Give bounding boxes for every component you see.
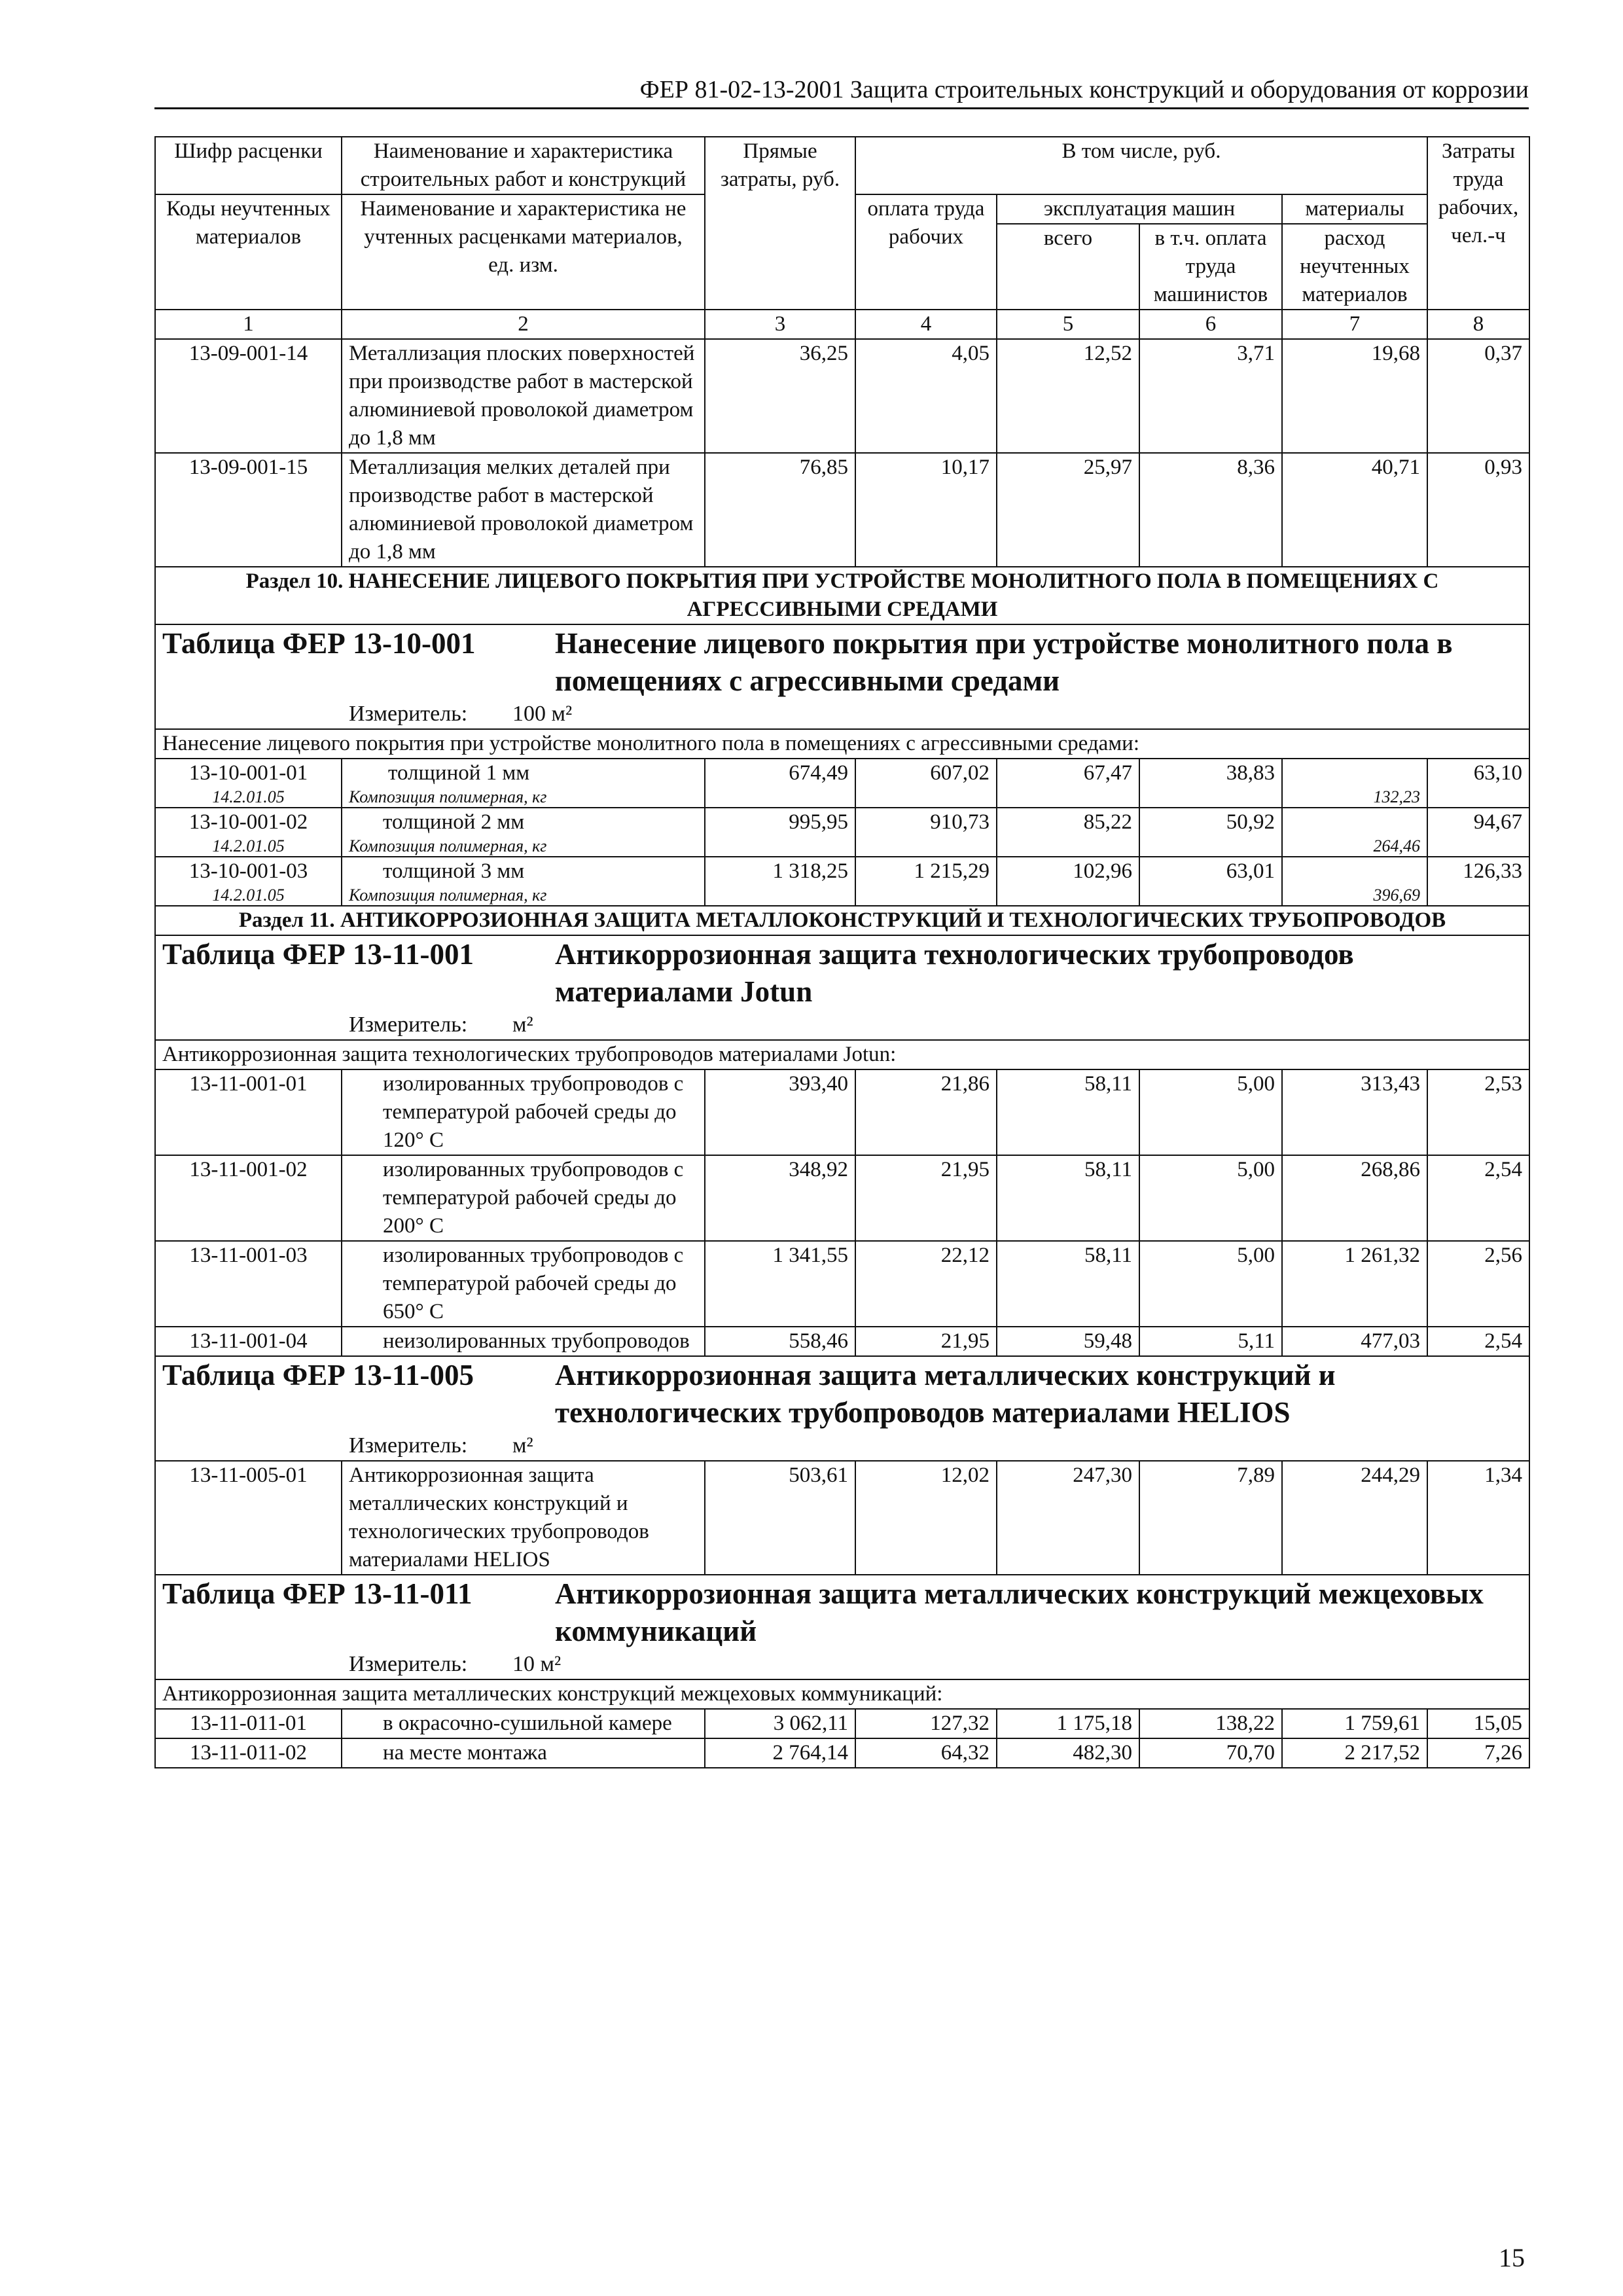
table-heading — [155, 624, 1529, 729]
materials-cost: 1 261,32 — [1282, 1241, 1427, 1327]
table-heading-row — [155, 935, 1529, 1040]
measure-label: Измеритель: — [349, 1652, 468, 1676]
worker-wages: 22,12 — [855, 1241, 997, 1327]
header-row-1 — [155, 137, 1529, 194]
labor-hours: 1,34 — [1427, 1461, 1529, 1575]
table-row — [155, 857, 1529, 906]
rate-code: 13-11-001-04 — [155, 1327, 342, 1356]
machine-total: 58,11 — [997, 1069, 1139, 1155]
table-row — [155, 339, 1529, 453]
header-direct: Прямые затраты, руб. — [705, 137, 855, 310]
header-mach-wages: в т.ч. оплата труда машинистов — [1139, 224, 1282, 310]
table-heading — [155, 935, 1529, 1040]
header-mat-use: расход неучтенных материалов — [1282, 224, 1427, 310]
material-code: 14.2.01.05 — [212, 836, 285, 855]
col-number: 1 — [155, 310, 342, 339]
machine-total: 102,96 — [997, 857, 1139, 906]
worker-wages: 1 215,29 — [855, 857, 997, 906]
machine-wages: 3,71 — [1139, 339, 1282, 453]
worker-wages: 64,32 — [855, 1738, 997, 1768]
rate-code — [155, 759, 342, 808]
materials-cost: 2 217,52 — [1282, 1738, 1427, 1768]
name: толщиной 2 мм — [383, 810, 525, 834]
table-row — [155, 453, 1529, 567]
material-use: 264,46 — [1373, 836, 1421, 855]
worker-wages: 127,32 — [855, 1709, 997, 1738]
rate-code: 13-11-001-02 — [155, 1155, 342, 1241]
header-mach-total: всего — [997, 224, 1139, 310]
materials-cost: 313,43 — [1282, 1069, 1427, 1155]
section-title: Раздел 11. АНТИКОРРОЗИОННАЯ ЗАЩИТА МЕТАЛЛОКОНСТРУКЦИЙ И ТЕХНОЛОГИЧЕСКИХ ТРУБОПРОВОДОВ — [155, 906, 1529, 935]
machine-wages: 38,83 — [1139, 759, 1282, 808]
group-intro: Антикоррозионная защита технологических трубопроводов материалами Jotun: — [155, 1040, 1529, 1069]
direct-cost: 3 062,11 — [705, 1709, 855, 1738]
rate-name — [342, 808, 705, 857]
header-code: Шифр расценки — [155, 137, 342, 194]
rates-table — [154, 136, 1530, 1768]
machine-wages: 5,00 — [1139, 1155, 1282, 1241]
section-row — [155, 906, 1529, 935]
table-code: Таблица ФЕР 13-10-001 — [162, 627, 476, 660]
machine-total: 58,11 — [997, 1241, 1139, 1327]
machine-wages: 8,36 — [1139, 453, 1282, 567]
worker-wages: 21,86 — [855, 1069, 997, 1155]
rate-name: изолированных трубопроводов с температурой рабочей среды до 200° С — [342, 1155, 705, 1241]
rate-code: 13-11-005-01 — [155, 1461, 342, 1575]
rate-name: Антикоррозионная защита металлических конструкций и технологических трубопроводов материалами HELIOS — [342, 1461, 705, 1575]
machine-wages: 50,92 — [1139, 808, 1282, 857]
table-row — [155, 759, 1529, 808]
table-title: Антикоррозионная защита металлических конструкций межцеховых коммуникаций — [555, 1577, 1484, 1647]
labor-hours: 15,05 — [1427, 1709, 1529, 1738]
rate-code — [155, 808, 342, 857]
machine-wages: 7,89 — [1139, 1461, 1282, 1575]
header-group: В том числе, руб. — [855, 137, 1427, 194]
table-title: Нанесение лицевого покрытия при устройстве монолитного пола в помещениях с агрессивными средами — [555, 627, 1453, 697]
table-title: Антикоррозионная защита технологических трубопроводов материалами Jotun — [555, 938, 1354, 1008]
intro-row — [155, 729, 1529, 759]
machine-total: 25,97 — [997, 453, 1139, 567]
machine-total: 482,30 — [997, 1738, 1139, 1768]
direct-cost: 76,85 — [705, 453, 855, 567]
labor-hours: 2,56 — [1427, 1241, 1529, 1327]
group-intro: Нанесение лицевого покрытия при устройстве монолитного пола в помещениях с агрессивными средами: — [155, 729, 1529, 759]
machine-total: 58,11 — [997, 1155, 1139, 1241]
material-use: 396,69 — [1373, 886, 1421, 905]
section-row — [155, 567, 1529, 624]
machine-total: 1 175,18 — [997, 1709, 1139, 1738]
materials-cost: 40,71 — [1282, 453, 1427, 567]
rate-code: 13-09-001-14 — [155, 339, 342, 453]
header-machines: эксплуатация машин — [997, 194, 1282, 224]
rate-name — [342, 759, 705, 808]
table-heading-row — [155, 1356, 1529, 1461]
materials-cost — [1282, 857, 1427, 906]
worker-wages: 21,95 — [855, 1155, 997, 1241]
col-number: 8 — [1427, 310, 1529, 339]
labor-hours: 94,67 — [1427, 808, 1529, 857]
col-number: 6 — [1139, 310, 1282, 339]
col-number: 2 — [342, 310, 705, 339]
machine-wages: 5,00 — [1139, 1241, 1282, 1327]
materials-cost — [1282, 759, 1427, 808]
direct-cost: 2 764,14 — [705, 1738, 855, 1768]
direct-cost: 995,95 — [705, 808, 855, 857]
machine-total: 247,30 — [997, 1461, 1139, 1575]
labor-hours: 0,37 — [1427, 339, 1529, 453]
measure-unit — [162, 700, 1522, 728]
machine-total: 67,47 — [997, 759, 1139, 808]
materials-cost: 1 759,61 — [1282, 1709, 1427, 1738]
col-number: 4 — [855, 310, 997, 339]
material-name: Композиция полимерная, кг — [349, 836, 547, 855]
labor-hours: 63,10 — [1427, 759, 1529, 808]
col-number: 5 — [997, 310, 1139, 339]
materials-cost: 477,03 — [1282, 1327, 1427, 1356]
material-code: 14.2.01.05 — [212, 886, 285, 905]
measure-value: м² — [512, 1013, 533, 1037]
labor-hours: 126,33 — [1427, 857, 1529, 906]
header-labor: Затраты труда рабочих, чел.-ч — [1427, 137, 1529, 310]
measure-unit — [162, 1431, 1522, 1460]
rate-code: 13-09-001-15 — [155, 453, 342, 567]
header-name: Наименование и характеристика строительных работ и конструкций — [342, 137, 705, 194]
table-heading-row — [155, 1575, 1529, 1679]
measure-value: м² — [512, 1433, 533, 1458]
machine-wages: 63,01 — [1139, 857, 1282, 906]
labor-hours: 2,53 — [1427, 1069, 1529, 1155]
direct-cost: 1 318,25 — [705, 857, 855, 906]
worker-wages: 10,17 — [855, 453, 997, 567]
worker-wages: 12,02 — [855, 1461, 997, 1575]
table-row — [155, 1327, 1529, 1356]
rate-name: на месте монтажа — [342, 1738, 705, 1768]
table-row — [155, 1461, 1529, 1575]
table-row — [155, 1709, 1529, 1738]
direct-cost: 1 341,55 — [705, 1241, 855, 1327]
rate-code: 13-11-001-03 — [155, 1241, 342, 1327]
table-code: Таблица ФЕР 13-11-001 — [162, 938, 474, 971]
table-row — [155, 808, 1529, 857]
machine-wages: 5,11 — [1139, 1327, 1282, 1356]
direct-cost: 348,92 — [705, 1155, 855, 1241]
rate-name: изолированных трубопроводов с температурой рабочей среды до 650° С — [342, 1241, 705, 1327]
table-heading-row — [155, 624, 1529, 729]
labor-hours: 7,26 — [1427, 1738, 1529, 1768]
measure-value: 10 м² — [512, 1652, 562, 1676]
worker-wages: 910,73 — [855, 808, 997, 857]
code: 13-10-001-02 — [188, 810, 308, 834]
direct-cost: 558,46 — [705, 1327, 855, 1356]
measure-label: Измеритель: — [349, 702, 468, 726]
col-number: 3 — [705, 310, 855, 339]
worker-wages: 607,02 — [855, 759, 997, 808]
table-code: Таблица ФЕР 13-11-011 — [162, 1577, 473, 1610]
col-number: 7 — [1282, 310, 1427, 339]
direct-cost: 393,40 — [705, 1069, 855, 1155]
table-heading — [155, 1575, 1529, 1679]
measure-unit — [162, 1650, 1522, 1679]
rate-name — [342, 857, 705, 906]
table-row — [155, 1155, 1529, 1241]
materials-cost — [1282, 808, 1427, 857]
rate-code: 13-11-011-01 — [155, 1709, 342, 1738]
group-intro: Антикоррозионная защита металлических конструкций межцеховых коммуникаций: — [155, 1679, 1529, 1709]
materials-cost: 19,68 — [1282, 339, 1427, 453]
rate-code — [155, 857, 342, 906]
labor-hours: 2,54 — [1427, 1327, 1529, 1356]
code: 13-10-001-03 — [188, 859, 308, 883]
material-use: 132,23 — [1373, 787, 1421, 806]
rate-name: Металлизация плоских поверхностей при производстве работ в мастерской алюминиевой проволокой диаметром до 1,8 мм — [342, 339, 705, 453]
measure-value: 100 м² — [512, 702, 573, 726]
material-name: Композиция полимерная, кг — [349, 787, 547, 806]
page-number: 15 — [1499, 2243, 1525, 2272]
direct-cost: 674,49 — [705, 759, 855, 808]
worker-wages: 4,05 — [855, 339, 997, 453]
direct-cost: 503,61 — [705, 1461, 855, 1575]
rate-name: изолированных трубопроводов с температурой рабочей среды до 120° С — [342, 1069, 705, 1155]
rate-name: неизолированных трубопроводов — [342, 1327, 705, 1356]
name: толщиной 3 мм — [383, 859, 525, 883]
rate-name: в окрасочно-сушильной камере — [342, 1709, 705, 1738]
labor-hours: 2,54 — [1427, 1155, 1529, 1241]
materials-cost: 244,29 — [1282, 1461, 1427, 1575]
header-materials: материалы — [1282, 194, 1427, 224]
table-heading — [155, 1356, 1529, 1461]
table-title: Антикоррозионная защита металлических конструкций и технологических трубопроводов материалами HELIOS — [555, 1359, 1336, 1429]
direct-cost: 36,25 — [705, 339, 855, 453]
header-numbers-row — [155, 310, 1529, 339]
machine-wages: 138,22 — [1139, 1709, 1282, 1738]
table-row — [155, 1241, 1529, 1327]
rate-code: 13-11-001-01 — [155, 1069, 342, 1155]
machine-total: 85,22 — [997, 808, 1139, 857]
rate-code: 13-11-011-02 — [155, 1738, 342, 1768]
intro-row — [155, 1679, 1529, 1709]
machine-wages: 70,70 — [1139, 1738, 1282, 1768]
measure-unit — [162, 1011, 1522, 1039]
table-code: Таблица ФЕР 13-11-005 — [162, 1359, 474, 1391]
machine-total: 59,48 — [997, 1327, 1139, 1356]
materials-cost: 268,86 — [1282, 1155, 1427, 1241]
machine-total: 12,52 — [997, 339, 1139, 453]
table-row — [155, 1738, 1529, 1768]
name: толщиной 1 мм — [388, 761, 530, 785]
worker-wages: 21,95 — [855, 1327, 997, 1356]
rate-name: Металлизация мелких деталей при производстве работ в мастерской алюминиевой проволокой диаметром до 1,8 мм — [342, 453, 705, 567]
material-code: 14.2.01.05 — [212, 787, 285, 806]
machine-wages: 5,00 — [1139, 1069, 1282, 1155]
table-row — [155, 1069, 1529, 1155]
header-material-codes: Коды неучтенных материалов — [155, 194, 342, 310]
measure-label: Измеритель: — [349, 1013, 468, 1037]
code: 13-10-001-01 — [188, 761, 308, 785]
intro-row — [155, 1040, 1529, 1069]
header-wages: оплата труда рабочих — [855, 194, 997, 310]
header-material-names: Наименование и характеристика не учтенных расценками материалов, ед. изм. — [342, 194, 705, 310]
measure-label: Измеритель: — [349, 1433, 468, 1458]
section-title: Раздел 10. НАНЕСЕНИЕ ЛИЦЕВОГО ПОКРЫТИЯ ПРИ УСТРОЙСТВЕ МОНОЛИТНОГО ПОЛА В ПОМЕЩЕНИЯХ С АГРЕССИВНЫМИ СРЕДАМИ — [155, 567, 1529, 624]
labor-hours: 0,93 — [1427, 453, 1529, 567]
running-header: ФЕР 81-02-13-2001 Защита строительных конструкций и оборудования от коррозии — [154, 73, 1529, 109]
material-name: Композиция полимерная, кг — [349, 886, 547, 905]
